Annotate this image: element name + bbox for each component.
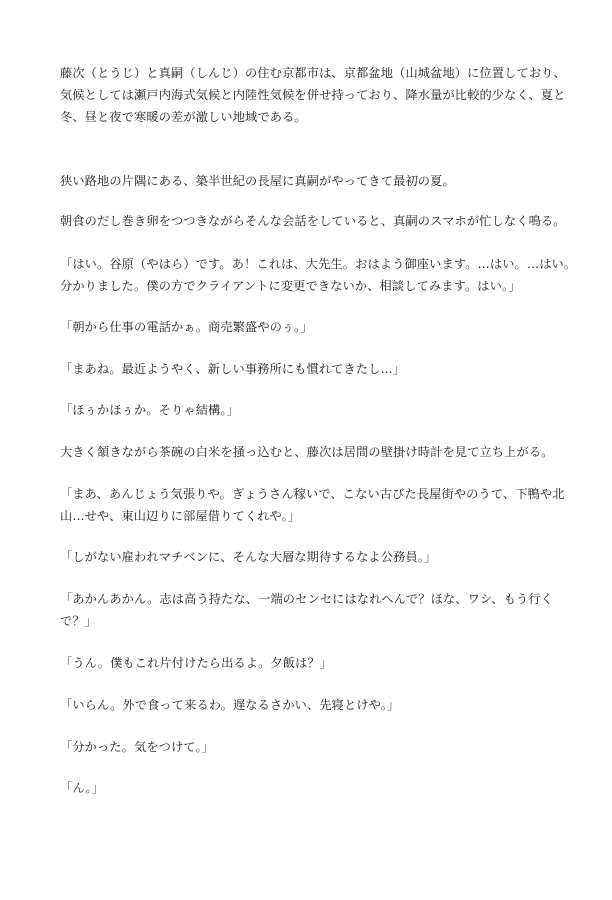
paragraph-4 — [60, 253, 577, 297]
paragraph-11 — [60, 588, 560, 632]
text-line: 「はい。谷原（やはら）です。あ！これは、大先生。おはよう御座います。…はい。…はい。 — [60, 257, 577, 271]
text-line: 「朝から仕事の電話かぁ。商売繁盛やのぅ。」 — [60, 320, 313, 334]
paragraph-8 — [60, 441, 560, 463]
paragraph-14 — [60, 736, 560, 758]
text-line: 「ほぅかほぅか。そりゃ結構。」 — [60, 403, 239, 417]
paragraph-13 — [60, 694, 560, 716]
text-line: 朝食のだし巻き卵をつつきながらそんな会話をしていると、真嗣のスマホが忙しなく鳴る。 — [60, 214, 566, 228]
text-line: で？」 — [60, 614, 98, 628]
text-line: 分かりました。僕の方でクライアントに変更できないか、相談してみます。はい。」 — [60, 279, 521, 293]
text-line: 「うん。僕もこれ片付けたら出るよ。夕飯は？」 — [60, 656, 333, 670]
paragraph-10 — [60, 546, 560, 568]
text-line: 「分かった。気をつけて。」 — [60, 740, 215, 754]
paragraph-1 — [60, 62, 566, 128]
text-line: 「あかんあかん。志は高う持たな、一端のセンセにはなれへんで？ほな、ワシ、もう行く — [60, 592, 554, 606]
text-line: 狭い路地の片隅にある、築半世紀の長屋に真嗣がやってきて最初の夏。 — [60, 174, 455, 188]
text-line: 「まあね。最近ようやく、新しい事務所にも慣れてきたし…」 — [60, 362, 406, 376]
text-line: 「ん。」 — [60, 781, 104, 795]
paragraph-3 — [60, 210, 566, 232]
paragraph-12 — [60, 652, 560, 674]
paragraph-15 — [60, 777, 560, 799]
text-line: 「いらん。外で食って来るわ。遅なるさかい、先寝とけや。」 — [60, 698, 400, 712]
text-line: 気候としては瀬戸内海式気候と内陸性気候を併せ持っており、降水量が比較的少なく、夏と — [60, 88, 566, 102]
paragraph-5 — [60, 316, 560, 338]
paragraph-6 — [60, 358, 560, 380]
text-line: 山…せや、東山辺りに部屋借りてくれや。」 — [60, 509, 301, 523]
text-line: 大きく頷きながら茶碗の白米を掻っ込むと、藤次は居間の壁掛け時計を見て立ち上がる。 — [60, 445, 554, 459]
text-line: 「まあ、あんじょう気張りや。ぎょうさん稼いで、こない古びた長屋街やのうて、下鴨や北 — [60, 487, 565, 501]
text-line: 藤次（とうじ）と真嗣（しんじ）の住む京都市は、京都盆地（山城盆地）に位置しており、 — [60, 66, 566, 80]
paragraph-9 — [60, 483, 565, 527]
text-line: 冬、昼と夜で寒暖の差が激しい地域である。 — [60, 110, 307, 124]
text-line: 「しがない雇われマチベンに、そんな大層な期待するなよ公務員。」 — [60, 550, 437, 564]
paragraph-7 — [60, 399, 560, 421]
paragraph-2 — [60, 170, 560, 192]
